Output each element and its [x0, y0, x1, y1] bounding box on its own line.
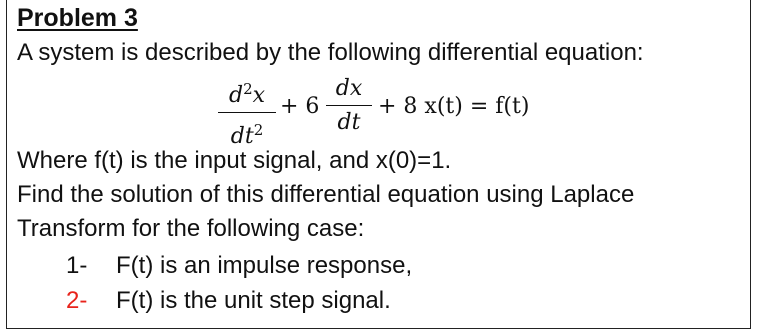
where-text: Where f(t) is the input signal, and x(0)=1.	[17, 147, 452, 174]
find-text-line-1: Find the solution of this differential equation using Laplace	[17, 181, 635, 208]
list-item-number: 1-	[66, 252, 88, 279]
frac2-denominator: dt	[337, 110, 361, 135]
frac1-denominator: $dt^2$	[230, 121, 264, 149]
problem-title: Problem 3	[17, 4, 138, 32]
frac2-numerator: dx	[335, 76, 363, 101]
list-item-text: F(t) is the unit step signal.	[116, 287, 391, 314]
frac1-bar	[218, 112, 276, 113]
eq-plus-six: + 6	[280, 94, 320, 119]
eq-rest: + 8 x(t) = f(t)	[378, 94, 530, 119]
frac1-numerator: $d^2x$	[228, 80, 266, 108]
list-item-number: 2-	[66, 287, 88, 314]
frac2-bar	[326, 105, 372, 106]
find-text-line-2: Transform for the following case:	[17, 215, 365, 242]
first-derivative-fraction	[326, 74, 372, 138]
list-item-text: F(t) is an impulse response,	[116, 252, 413, 279]
second-derivative-fraction	[218, 74, 276, 152]
intro-text: A system is described by the following differential equation:	[17, 39, 644, 66]
